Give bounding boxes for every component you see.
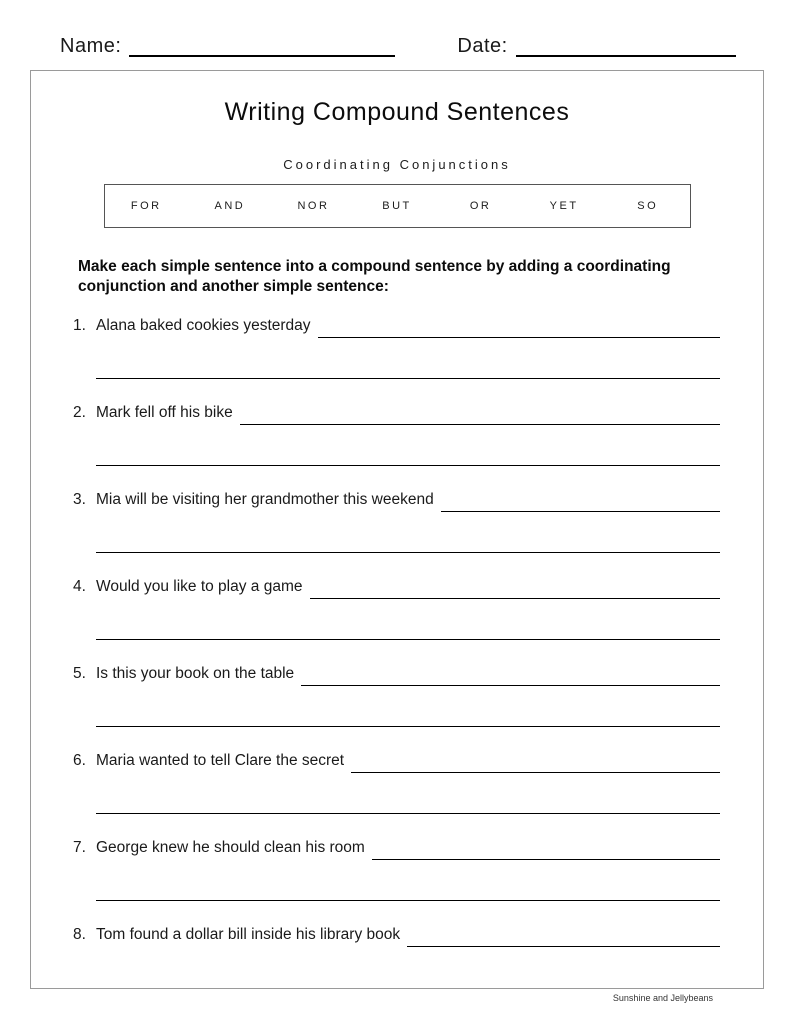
answer-line-3a[interactable] — [441, 491, 720, 512]
conjunction-yet: YET — [549, 200, 579, 212]
item-text: Alana baked cookies yesterday — [96, 317, 311, 334]
answer-line-1b[interactable] — [96, 339, 720, 379]
answer-line-6b[interactable] — [96, 774, 720, 814]
worksheet-item-6 — [73, 752, 720, 814]
answer-line-6a[interactable] — [351, 752, 720, 773]
worksheet-item-7 — [73, 839, 720, 901]
answer-line-7b[interactable] — [96, 861, 720, 901]
worksheet-item-4 — [73, 578, 720, 640]
item-text: Would you like to play a game — [96, 578, 303, 595]
conjunction-nor: NOR — [297, 200, 330, 212]
date-blank-line[interactable] — [516, 35, 736, 57]
item-text: George knew he should clean his room — [96, 839, 365, 856]
conjunction-so: SO — [637, 200, 659, 212]
worksheet-item-3 — [73, 491, 720, 553]
conjunction-but: BUT — [382, 200, 412, 212]
item-text: Mia will be visiting her grandmother this weekend — [96, 491, 434, 508]
item-number: 1. — [73, 317, 86, 334]
item-text: Is this your book on the table — [96, 665, 295, 682]
item-text: Maria wanted to tell Clare the secret — [96, 752, 345, 769]
answer-line-8a[interactable] — [407, 926, 720, 947]
answer-line-5a[interactable] — [301, 665, 720, 686]
answer-line-2b[interactable] — [96, 426, 720, 466]
answer-line-5b[interactable] — [96, 687, 720, 727]
answer-line-3b[interactable] — [96, 513, 720, 553]
answer-line-7a[interactable] — [372, 839, 720, 860]
answer-line-1a[interactable] — [318, 317, 720, 338]
item-number: 4. — [73, 578, 86, 595]
instructions-line-2: conjunction and another simple sentence: — [78, 278, 389, 295]
worksheet-item-8 — [73, 926, 720, 948]
instructions — [78, 257, 723, 297]
worksheet-item-5 — [73, 665, 720, 727]
instructions-line-1: Make each simple sentence into a compound sentence by adding a coordinating — [78, 258, 671, 275]
name-blank-line[interactable] — [129, 35, 395, 57]
answer-line-2a[interactable] — [240, 404, 720, 425]
item-number: 5. — [73, 665, 86, 682]
answer-line-4b[interactable] — [96, 600, 720, 640]
page-title: Writing Compound Sentences — [224, 98, 570, 126]
item-number: 2. — [73, 404, 86, 421]
item-number: 6. — [73, 752, 86, 769]
worksheet-item-2 — [73, 404, 720, 466]
conjunctions-heading: Coordinating Conjunctions — [283, 157, 511, 172]
conjunction-and: AND — [214, 200, 246, 212]
items-list — [73, 317, 720, 948]
item-text: Tom found a dollar bill inside his library book — [96, 926, 401, 943]
item-number: 3. — [73, 491, 86, 508]
item-number: 7. — [73, 839, 86, 856]
conjunction-for: FOR — [130, 200, 162, 212]
conjunction-or: OR — [469, 200, 492, 212]
name-label: Name: — [60, 35, 122, 57]
answer-line-4a[interactable] — [310, 578, 721, 599]
item-number: 8. — [73, 926, 86, 943]
worksheet-page — [30, 70, 764, 989]
worksheet-item-1 — [73, 317, 720, 379]
date-label: Date: — [457, 35, 508, 57]
name-date-bar — [0, 0, 794, 58]
item-text: Mark fell off his bike — [96, 404, 233, 421]
conjunctions-box — [104, 184, 691, 228]
credit-text: Sunshine and Jellybeans — [612, 993, 713, 1003]
